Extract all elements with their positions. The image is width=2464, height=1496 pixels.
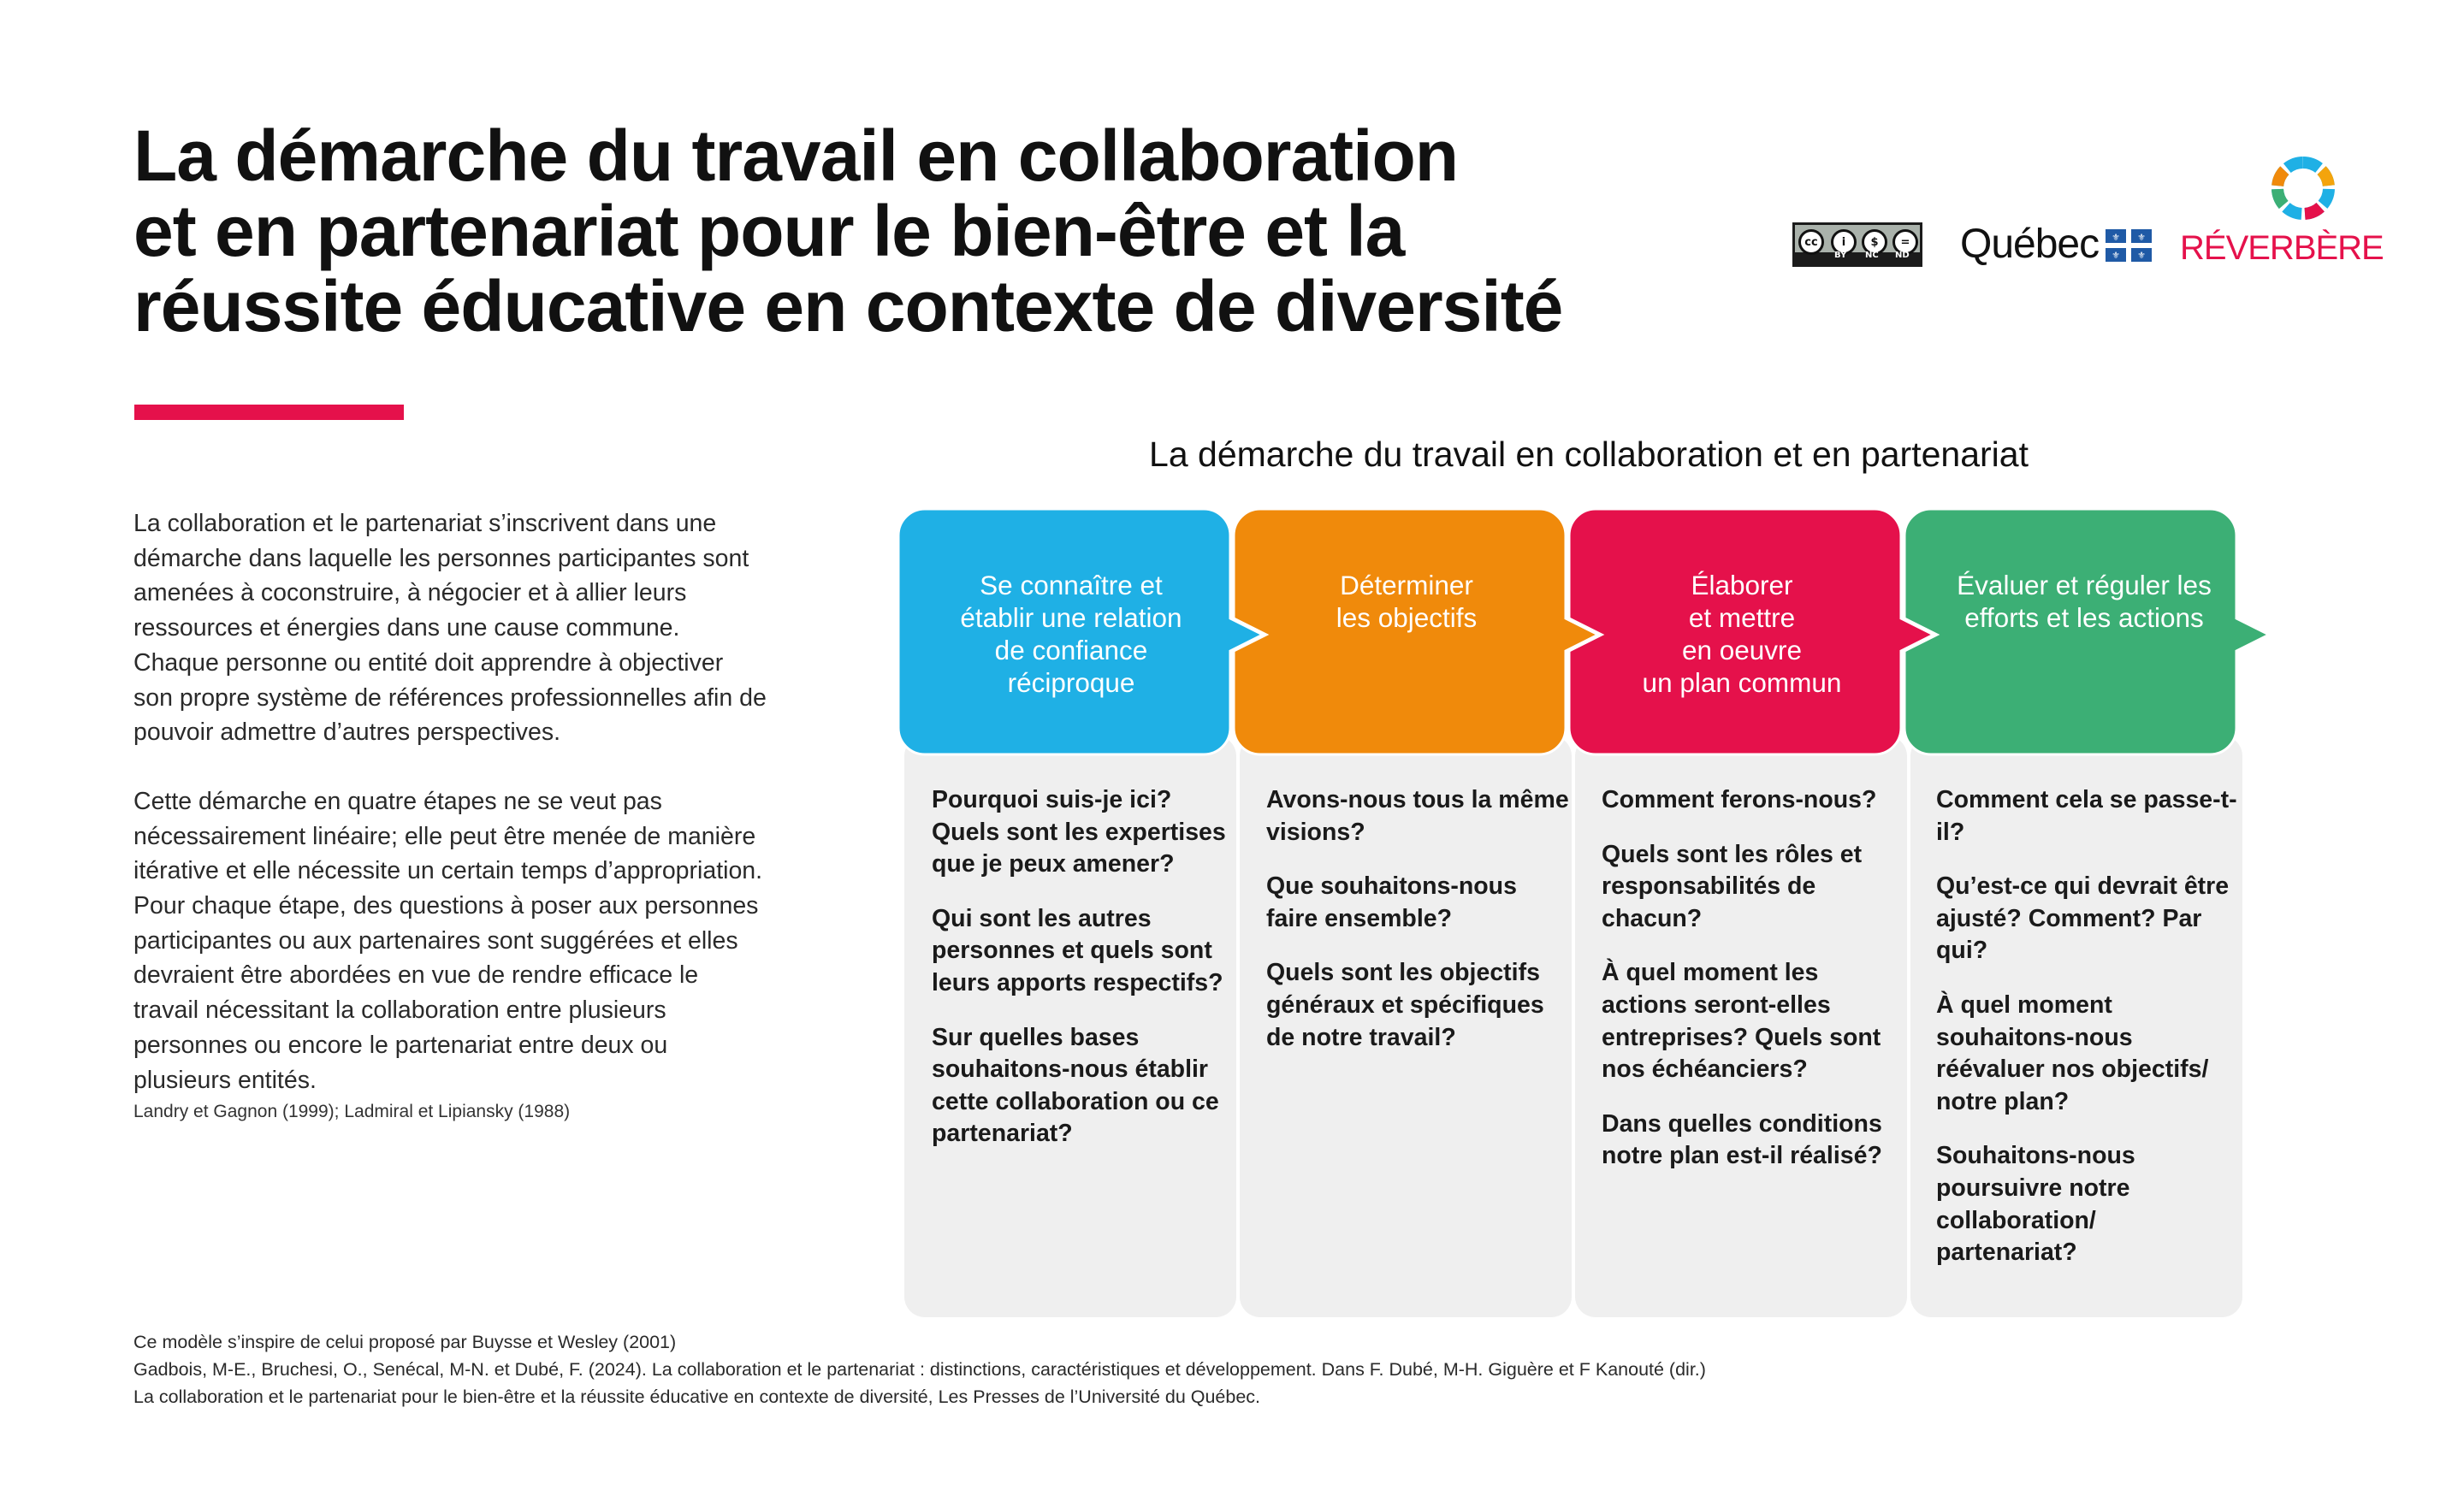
stage-2-questions bbox=[1266, 784, 1570, 1076]
stage-4-label bbox=[1940, 569, 2228, 634]
question-item: Avons-nous tous la même visions? bbox=[1266, 786, 1569, 846]
svg-text:⚜: ⚜ bbox=[2112, 250, 2120, 261]
question-item: Comment ferons-nous? bbox=[1602, 786, 1877, 813]
stage-4-label-line: efforts et les actions bbox=[1964, 602, 2204, 633]
intro-paragraph-1: La collaboration et le partenariat s’inscrivent dans une démarche dans laquelle les personnes participantes sont amenées à coconstruire, à négocier et à allier leurs ressources et énergies dans une cause commune. Chaque personne ou entité doit apprendre à objectiver son propre système de références professionnelles afin de pouvoir admettre d’autres perspectives. bbox=[133, 510, 767, 747]
footer-line-1: Ce modèle s’inspire de celui proposé par Buysse et Wesley (2001) bbox=[133, 1332, 677, 1352]
stage-3-label-line: et mettre bbox=[1688, 602, 1796, 633]
question-item: Que souhaitons-nous faire ensemble? bbox=[1266, 872, 1517, 932]
svg-text:⚜: ⚜ bbox=[2112, 232, 2120, 243]
stage-1-label-line: de confiance bbox=[994, 635, 1148, 665]
stage-2-label bbox=[1270, 569, 1543, 634]
svg-text:⚜: ⚜ bbox=[2137, 232, 2146, 243]
license-label-nd: ND bbox=[1895, 251, 1910, 260]
question-item: Qui sont les autres personnes et quels sont leurs apports respectifs? bbox=[932, 904, 1223, 996]
stage-3-label bbox=[1605, 569, 1879, 699]
svg-text:⚜: ⚜ bbox=[2137, 250, 2146, 261]
intro-reference: Landry et Gagnon (1999); Ladmiral et Lipiansky (1988) bbox=[133, 1102, 571, 1122]
stage-2-label-line: les objectifs bbox=[1336, 602, 1478, 633]
question-item: À quel moment les actions seront-elles entreprises? Quels sont nos échéanciers? bbox=[1602, 959, 1881, 1084]
question-item: Pourquoi suis-je ici? Quels sont les expertises que je peux amener? bbox=[932, 786, 1226, 878]
title-line-1: La démarche du travail en collaboration bbox=[133, 115, 1459, 196]
stage-4-questions bbox=[1936, 784, 2240, 1292]
question-item: Dans quelles conditions notre plan est-il réalisé? bbox=[1602, 1109, 1882, 1170]
question-item: À quel moment souhaitons-nous réévaluer nos objectifs/ notre plan? bbox=[1936, 990, 2209, 1115]
stage-1-label bbox=[934, 569, 1208, 699]
color-wheel-icon bbox=[2269, 154, 2337, 222]
title-line-2: et en partenariat pour le bien-être et la bbox=[133, 191, 1405, 271]
question-item: Souhaitons-nous poursuivre notre collaboration/ partenariat? bbox=[1936, 1142, 2135, 1267]
page-title bbox=[133, 115, 1673, 346]
license-label-nc: NC bbox=[1865, 251, 1879, 260]
diagram-title: La démarche du travail en collaboration et en partenariat bbox=[1149, 435, 2029, 474]
stage-3-label-line: Élaborer bbox=[1691, 570, 1793, 600]
footer-line-2: Gadbois, M-E., Bruchesi, O., Senécal, M-N. et Dubé, F. (2024). La collaboration et le partenariat : distinctions, caractéristiques et développement. Dans F. Dubé, M-H. Giguère et F Kanouté (dir.) bbox=[133, 1359, 1706, 1380]
logo-bar bbox=[1792, 154, 2391, 274]
quebec-logo-text: Québec bbox=[1960, 222, 2100, 267]
stage-1-label-line: Se connaître et bbox=[980, 570, 1163, 600]
footer-line-3: La collaboration et le partenariat pour le bien-être et la réussite éducative en contexte de diversité, Les Presses de l’Université du Québec. bbox=[133, 1387, 1261, 1407]
intro-text bbox=[133, 506, 767, 1157]
footer-citation bbox=[133, 1328, 2016, 1410]
title-line-3: réussite éducative en contexte de diversité bbox=[133, 266, 1563, 346]
question-item: Quels sont les objectifs généraux et spécifiques de notre travail? bbox=[1266, 959, 1544, 1051]
stage-1-label-line: établir une relation bbox=[960, 602, 1182, 633]
question-item: Comment cela se passe-t-il? bbox=[1936, 786, 2237, 846]
license-label-by: BY bbox=[1834, 251, 1847, 260]
stage-2-label-line: Déterminer bbox=[1340, 570, 1473, 600]
cc-by-nc-nd-icon: cc i $ = BY NC ND bbox=[1792, 222, 1922, 267]
stage-3-label-line: en oeuvre bbox=[1681, 635, 1803, 665]
stage-1-label-line: réciproque bbox=[1007, 667, 1135, 698]
question-item: Qu’est-ce qui devrait être ajusté? Comment? Par qui? bbox=[1936, 872, 2230, 965]
stage-3-label-line: un plan commun bbox=[1642, 667, 1842, 698]
question-item: Sur quelles bases souhaitons-nous établir cette collaboration ou ce partenariat? bbox=[932, 1023, 1219, 1148]
accent-divider bbox=[134, 405, 404, 420]
stage-4-label-line: Évaluer et réguler les bbox=[1957, 570, 2212, 600]
question-item: Quels sont les rôles et responsabilités de chacun? bbox=[1602, 840, 1863, 932]
intro-paragraph-2: Cette démarche en quatre étapes ne se veut pas nécessairement linéaire; elle peut être menée de manière itérative et elle nécessite un certain temps d’appropriation. Pour chaque étape, des questions à poser aux personnes participantes ou aux partenaires sont suggérées et elles devraient être abordées en vue de rendre efficace le travail nécessitant la collaboration entre plusieurs personnes ou encore le partenariat entre deux ou plusieurs entités. bbox=[133, 787, 763, 1094]
reverbere-logo-text: RÉVERBÈRE bbox=[2180, 229, 2384, 267]
stage-1-questions bbox=[932, 784, 1235, 1173]
stage-3-questions bbox=[1602, 784, 1905, 1195]
quebec-flag-icon bbox=[2106, 229, 2152, 262]
